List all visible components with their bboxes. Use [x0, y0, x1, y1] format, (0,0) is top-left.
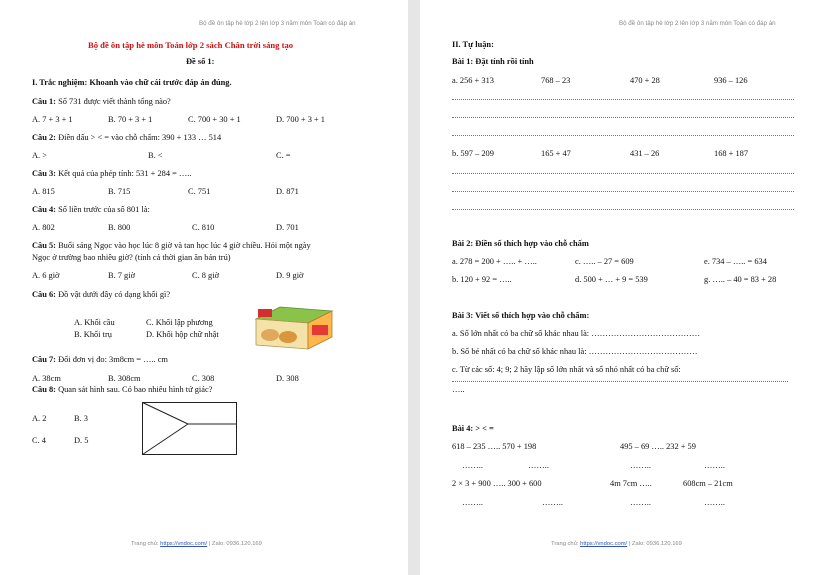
bai3-c: c. Từ các số: 4; 9; 2 hãy lập số lớn nhất và số nhỏ nhất có ba chữ số:: [452, 365, 681, 374]
q8-option-d[interactable]: D. 5: [74, 436, 89, 445]
bai1-a-4: 936 – 126: [714, 76, 748, 85]
q4-option-a[interactable]: A. 802: [32, 223, 55, 232]
q4-option-d[interactable]: D. 701: [276, 223, 299, 232]
q4-option-b[interactable]: B. 800: [108, 223, 131, 232]
q6-option-a[interactable]: A. Khối cầu: [74, 318, 115, 327]
question-6: Câu 6: Đồ vật dưới đây có dạng khối gì?: [32, 290, 171, 299]
q7-option-a[interactable]: A. 38cm: [32, 374, 61, 383]
q1-option-b[interactable]: B. 70 + 3 + 1: [108, 115, 153, 124]
bai4-blank[interactable]: ……..: [630, 461, 651, 470]
bai2-title: Bài 2: Điền số thích hợp vào chỗ chấm: [452, 239, 589, 248]
q1-option-a[interactable]: A. 7 + 3 + 1: [32, 115, 73, 124]
q7-option-d[interactable]: D. 308: [276, 374, 299, 383]
question-7: Câu 7: Đổi đơn vị đo: 3m8cm = ….. cm: [32, 355, 168, 364]
exam-number: Đề số 1:: [186, 57, 215, 66]
bai4-blank[interactable]: ……..: [704, 498, 725, 507]
q6-option-b[interactable]: B. Khối trụ: [74, 330, 112, 339]
bai1-b-3: 431 – 26: [630, 149, 660, 158]
question-2: Câu 2: Điền dấu > < = vào chỗ chấm: 390 + 133 … 514: [32, 133, 222, 142]
bai4-blank[interactable]: ……..: [630, 498, 651, 507]
bai1-title: Bài 1: Đặt tính rồi tính: [452, 57, 534, 66]
q8-option-a[interactable]: A. 2: [32, 414, 47, 423]
answer-line[interactable]: [452, 209, 794, 210]
bai4-blank[interactable]: ……..: [462, 498, 483, 507]
bai4-blank[interactable]: ……..: [528, 461, 549, 470]
bai1-a-3: 470 + 28: [630, 76, 660, 85]
page-header: Bộ đề ôn tập hè lớp 2 lên lớp 3 năm môn Toán có đáp án: [199, 20, 356, 27]
q2-option-a[interactable]: A. >: [32, 151, 47, 160]
bai4-row1-left: 618 – 235 ….. 570 + 198: [452, 442, 537, 451]
footer-link[interactable]: https://vndoc.com/: [580, 541, 628, 547]
bai4-blank[interactable]: ……..: [542, 498, 563, 507]
question-5-line-2: Ngọc ở trường bao nhiêu giờ? (tính cả thời gian ăn bán trú): [32, 253, 231, 262]
bai4-row1-right: 495 – 69 ….. 232 + 59: [620, 442, 696, 451]
q3-option-a[interactable]: A. 815: [32, 187, 55, 196]
q4-option-c[interactable]: C. 810: [192, 223, 215, 232]
question-3: Câu 3: Kết quả của phép tính: 531 + 284 = …..: [32, 169, 192, 178]
q7-option-c[interactable]: C. 308: [192, 374, 215, 383]
answer-line[interactable]: [452, 135, 794, 136]
q7-option-b[interactable]: B. 308cm: [108, 374, 141, 383]
bai3-title: Bài 3: Viết số thích hợp vào chỗ chấm:: [452, 311, 590, 320]
bai1-b-1: b. 597 – 209: [452, 149, 494, 158]
bai4-row2-left: 2 × 3 + 900 ….. 300 + 600: [452, 479, 542, 488]
q2-option-b[interactable]: B. <: [148, 151, 163, 160]
bai1-b-2: 165 + 47: [541, 149, 571, 158]
section-heading: II. Tự luận:: [452, 40, 494, 49]
question-4: Câu 4: Số liền trước của số 801 là:: [32, 205, 150, 214]
bai1-a-2: 768 – 23: [541, 76, 571, 85]
bai2-a: a. 278 = 200 + ….. + …..: [452, 257, 537, 266]
bai3-b: b. Số bé nhất có ba chữ số khác nhau là: …………………………………: [452, 347, 698, 356]
q6-option-c[interactable]: C. Khối lập phương: [146, 318, 213, 327]
q1-option-d[interactable]: D. 700 + 3 + 1: [276, 115, 325, 124]
q3-option-b[interactable]: B. 715: [108, 187, 131, 196]
page-footer: Trang chủ: https://vndoc.com/ | Zalo: 0936.120.169: [131, 541, 262, 547]
document-page-2: [420, 0, 828, 575]
bai3-c-tail: …..: [452, 385, 465, 394]
answer-line[interactable]: [452, 191, 794, 192]
answer-line[interactable]: [452, 99, 794, 100]
q5-option-a[interactable]: A. 6 giờ: [32, 271, 60, 280]
bai4-blank[interactable]: ……..: [704, 461, 725, 470]
q2-option-c[interactable]: C. =: [276, 151, 291, 160]
bai2-e: e. 734 – ….. = 634: [704, 257, 767, 266]
q6-option-d[interactable]: D. Khối hộp chữ nhật: [146, 330, 219, 339]
document-page-1: [0, 0, 408, 575]
footer-link[interactable]: https://vndoc.com/: [160, 541, 208, 547]
q5-option-d[interactable]: D. 9 giờ: [276, 271, 304, 280]
bai1-a-1: a. 256 + 313: [452, 76, 494, 85]
page-footer: Trang chủ: https://vndoc.com/ | Zalo: 0936.120.169: [551, 541, 682, 547]
q8-option-b[interactable]: B. 3: [74, 414, 88, 423]
bai2-g: g. ….. – 40 = 83 + 28: [704, 275, 777, 284]
quadrilateral-figure: [142, 402, 238, 456]
bai3-a: a. Số lớn nhất có ba chữ số khác nhau là: …………………………………: [452, 329, 701, 338]
q3-option-d[interactable]: D. 871: [276, 187, 299, 196]
bai2-c: c. ….. – 27 = 609: [575, 257, 634, 266]
q5-option-b[interactable]: B. 7 giờ: [108, 271, 135, 280]
bai4-blank[interactable]: ……..: [462, 461, 483, 470]
bai4-row2-right: 608cm – 21cm: [683, 479, 733, 488]
document-title: Bộ đề ôn tập hè môn Toán lớp 2 sách Chân trời sáng tạo: [88, 40, 294, 50]
question-8: Câu 8: Quan sát hình sau. Có bao nhiêu hình tứ giác?: [32, 385, 213, 394]
q5-option-c[interactable]: C. 8 giờ: [192, 271, 219, 280]
q8-option-c[interactable]: C. 4: [32, 436, 46, 445]
page-header: Bộ đề ôn tập hè lớp 2 lên lớp 3 năm môn Toán có đáp án: [619, 20, 776, 27]
section-heading: I. Trắc nghiệm: Khoanh vào chữ cái trước đáp án đúng.: [32, 78, 232, 87]
answer-line[interactable]: [452, 117, 794, 118]
q1-option-c[interactable]: C. 700 + 30 + 1: [188, 115, 241, 124]
bai2-b: b. 120 + 92 = …..: [452, 275, 512, 284]
question-5: Câu 5: Buổi sáng Ngọc vào học lúc 8 giờ và tan học lúc 4 giờ chiều. Hỏi một ngày: [32, 241, 311, 250]
bai4-row2-mid: 4m 7cm …..: [610, 479, 652, 488]
cake-box-image: [254, 305, 334, 351]
q3-option-c[interactable]: C. 751: [188, 187, 211, 196]
bai1-b-4: 168 + 187: [714, 149, 749, 158]
bai2-d: d. 500 + … + 9 = 539: [575, 275, 648, 284]
answer-line[interactable]: [452, 173, 794, 174]
question-1: Câu 1: Số 731 được viết thành tổng nào?: [32, 97, 171, 106]
bai4-title: Bài 4: > < =: [452, 424, 494, 433]
answer-line[interactable]: [452, 381, 788, 382]
